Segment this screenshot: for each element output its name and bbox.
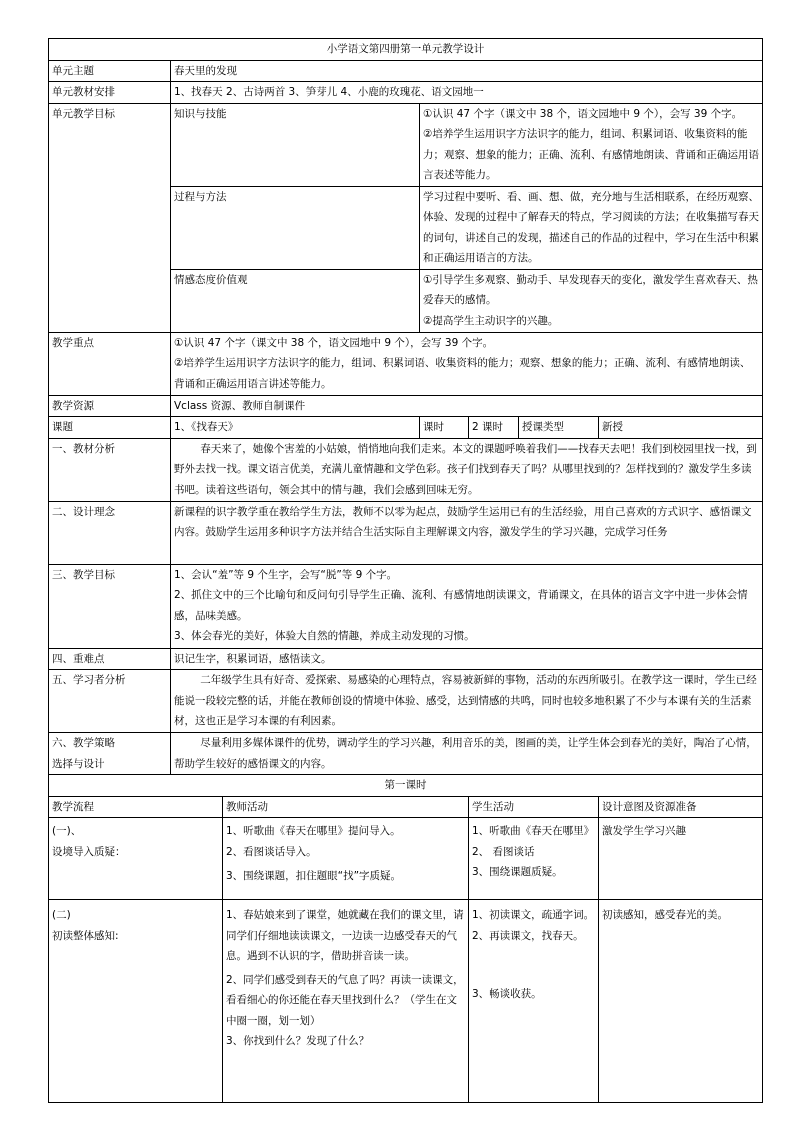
lesson-label: 课题	[49, 417, 171, 439]
resources-value: Vclass 资源、教师自制课件	[171, 395, 763, 417]
key-points-content	[171, 332, 763, 395]
flow-student-1	[469, 818, 599, 900]
lesson-plan-table	[48, 38, 763, 1103]
lesson-type-value: 新授	[599, 417, 763, 439]
doc-title: 小学语文第四册第一单元教学设计	[49, 39, 763, 61]
student-activity: 2、再读课文，找春天。	[472, 929, 584, 942]
flow-header-teacher: 教师活动	[223, 796, 469, 818]
flow-step-title: 设境导入质疑：	[52, 845, 126, 858]
unit-materials-label: 单元教材安排	[49, 82, 171, 104]
first-lesson-heading: 第一课时	[49, 775, 763, 797]
teacher-activity: 1、听歌曲《春天在哪里》提问导入。	[226, 825, 401, 837]
objectives-label: 三、教学目标	[49, 564, 171, 648]
flow-step-number: (二)	[52, 909, 71, 921]
unit-goals-label: 单元教学目标	[49, 103, 171, 332]
strategy-label-line: 选择与设计	[52, 757, 105, 770]
process-label: 过程与方法	[171, 186, 420, 269]
difficulty-label: 四、重难点	[49, 648, 171, 670]
teacher-activity: 2、看图谈话导入。	[226, 845, 317, 858]
student-activity: 3、围绕课题质疑。	[472, 866, 563, 878]
unit-theme-value: 春天里的发现	[171, 60, 763, 82]
analysis-text: 春天来了，她像个害羞的小姑娘，悄悄地向我们走来。本文的课题呼唤着我们——找春天去吧！我们到校园里找一找，到野外去找一找。课文语言优美，充满儿童情趣和文学色彩。孩子们找到春天了吗？从哪里找到的？怎样找到的？激发学生多读书吧。读着这些语句，领会其中的情与趣，我们会感到回味无穷。	[171, 438, 763, 501]
emotion-label: 情感态度价值观	[171, 269, 420, 332]
teacher-activity: 1、春姑娘来到了课堂，她就藏在我们的课文里，请同学们仔细地读读课文，一边读一边感受春天的气息。遇到不认识的字，借助拼音读一读。	[226, 909, 464, 962]
flow-teacher-2	[223, 900, 469, 1103]
strategy-label	[49, 733, 171, 775]
flow-teacher-1	[223, 818, 469, 900]
student-activity: 1、初读课文，疏通字词。	[472, 909, 595, 921]
key-point-line: ①认识 47 个字（课文中 38 个，语文园地中 9 个），会写 39 个字。	[174, 336, 494, 349]
flow-student-2	[469, 900, 599, 1103]
analysis-label: 一、教材分析	[49, 438, 171, 501]
flow-intent-1: 激发学生学习兴趣	[599, 818, 763, 900]
knowledge-line: ①认识 47 个字（课文中 38 个，语文园地中 9 个），会写 39 个字。	[423, 107, 743, 120]
flow-header-process: 教学流程	[49, 796, 223, 818]
lesson-title: 1、《找春天》	[171, 417, 420, 439]
unit-materials-value: 1、找春天 2、古诗两首 3、笋芽儿 4、小鹿的玫瑰花、语文园地一	[171, 82, 763, 104]
flow-step-2	[49, 900, 223, 1103]
emotion-line: ①引导学生多观察、勤动手、早发现春天的变化，激发学生喜欢春天、热爱春天的感情。	[423, 273, 758, 306]
concept-label: 二、设计理念	[49, 501, 171, 564]
process-content: 学习过程中要听、看、画、想、做，充分地与生活相联系，在经历观察、体验、发现的过程中了解春天的特点，学习阅读的方法；在收集描写春天的词句，讲述自己的发现，描述自己的作品的过程中，学习在生活中积累和正确运用语言的方法。	[420, 186, 763, 269]
knowledge-content	[420, 103, 763, 186]
emotion-content	[420, 269, 763, 332]
strategy-text: 尽量利用多媒体课件的优势，调动学生的学习兴趣，利用音乐的美，图画的美，让学生体会到春光的美好，陶冶了心情，帮助学生较好的感悟课文的内容。	[171, 733, 763, 775]
knowledge-label: 知识与技能	[171, 103, 420, 186]
flow-header-intent: 设计意图及资源准备	[599, 796, 763, 818]
key-point-line: ②培养学生运用识字方法识字的能力，组词、积累词语、收集资料的能力；观察、想象的能力；正确、流利、有感情地朗读、背诵和正确运用语言讲述等能力。	[174, 357, 751, 390]
difficulty-value: 识记生字，积累词语，感悟读文。	[171, 648, 763, 670]
flow-step-1	[49, 818, 223, 900]
objective-line: 1、会认“羞”等 9 个生字，会写“脱”等 9 个字。	[174, 568, 398, 581]
teacher-activity: 3、围绕课题，扣住题眼“找”字质疑。	[226, 870, 402, 882]
unit-theme-label: 单元主题	[49, 60, 171, 82]
teacher-activity: 3、你找到什么？发现了什么？	[226, 1035, 370, 1047]
emotion-line: ②提高学生主动识字的兴趣。	[423, 314, 559, 327]
objective-line: 3、体会春光的美好，体验大自然的情趣，养成主动发现的习惯。	[174, 630, 475, 642]
flow-step-number: (一)、	[52, 825, 82, 837]
flow-header-student: 学生活动	[469, 796, 599, 818]
student-activity: 1、听歌曲《春天在哪里》	[472, 825, 595, 837]
learners-text: 二年级学生具有好奇、爱探索、易感染的心理特点，容易被新鲜的事物，活动的东西所吸引。在教学这一课时，学生已经能说一段较完整的话，并能在教师创设的情境中体验、感受，达到情感的共鸣，同时也较多地积累了不少与本课有关的生活素材，这也正是学习本课的有利因素。	[171, 670, 763, 733]
lesson-type-label: 授课类型	[519, 417, 599, 439]
student-activity: 2、 看图谈话	[472, 845, 535, 858]
objectives-content	[171, 564, 763, 648]
teacher-activity: 2、同学们感受到春天的气息了吗？再读一读课文，看看细心的你还能在春天里找到什么？（学生在文中圈一圈，划一划）	[226, 973, 464, 1027]
resources-label: 教学资源	[49, 395, 171, 417]
objective-line: 2、抓住文中的三个比喻句和反问句引导学生正确、流利、有感情地朗读课文，背诵课文，在具体的语言文字中进一步体会情感，品味美感。	[174, 589, 748, 622]
lesson-hours-value: 2 课时	[469, 417, 519, 439]
knowledge-line: ②培养学生运用识字方法识字的能力，组词、积累词语、收集资料的能力；观察、想象的能力；正确、流利、有感情地朗读、背诵和正确运用语言表述等能力。	[423, 128, 759, 181]
key-points-label: 教学重点	[49, 332, 171, 395]
learners-label: 五、学习者分析	[49, 670, 171, 733]
flow-step-title: 初读整体感知:	[52, 929, 119, 942]
flow-intent-2: 初读感知，感受春光的美。	[599, 900, 763, 1103]
strategy-label-line: 六、教学策略	[52, 737, 115, 749]
student-activity: 3、畅谈收获。	[472, 988, 542, 1000]
lesson-hours-label: 课时	[420, 417, 469, 439]
concept-text: 新课程的识字教学重在教给学生方法，教师不以零为起点，鼓励学生运用已有的生活经验，用自己喜欢的方式识字、感悟课文内容。鼓励学生运用多种识字方法并结合生活实际自主理解课文内容，激发学生的学习兴趣，完成学习任务	[171, 501, 763, 564]
